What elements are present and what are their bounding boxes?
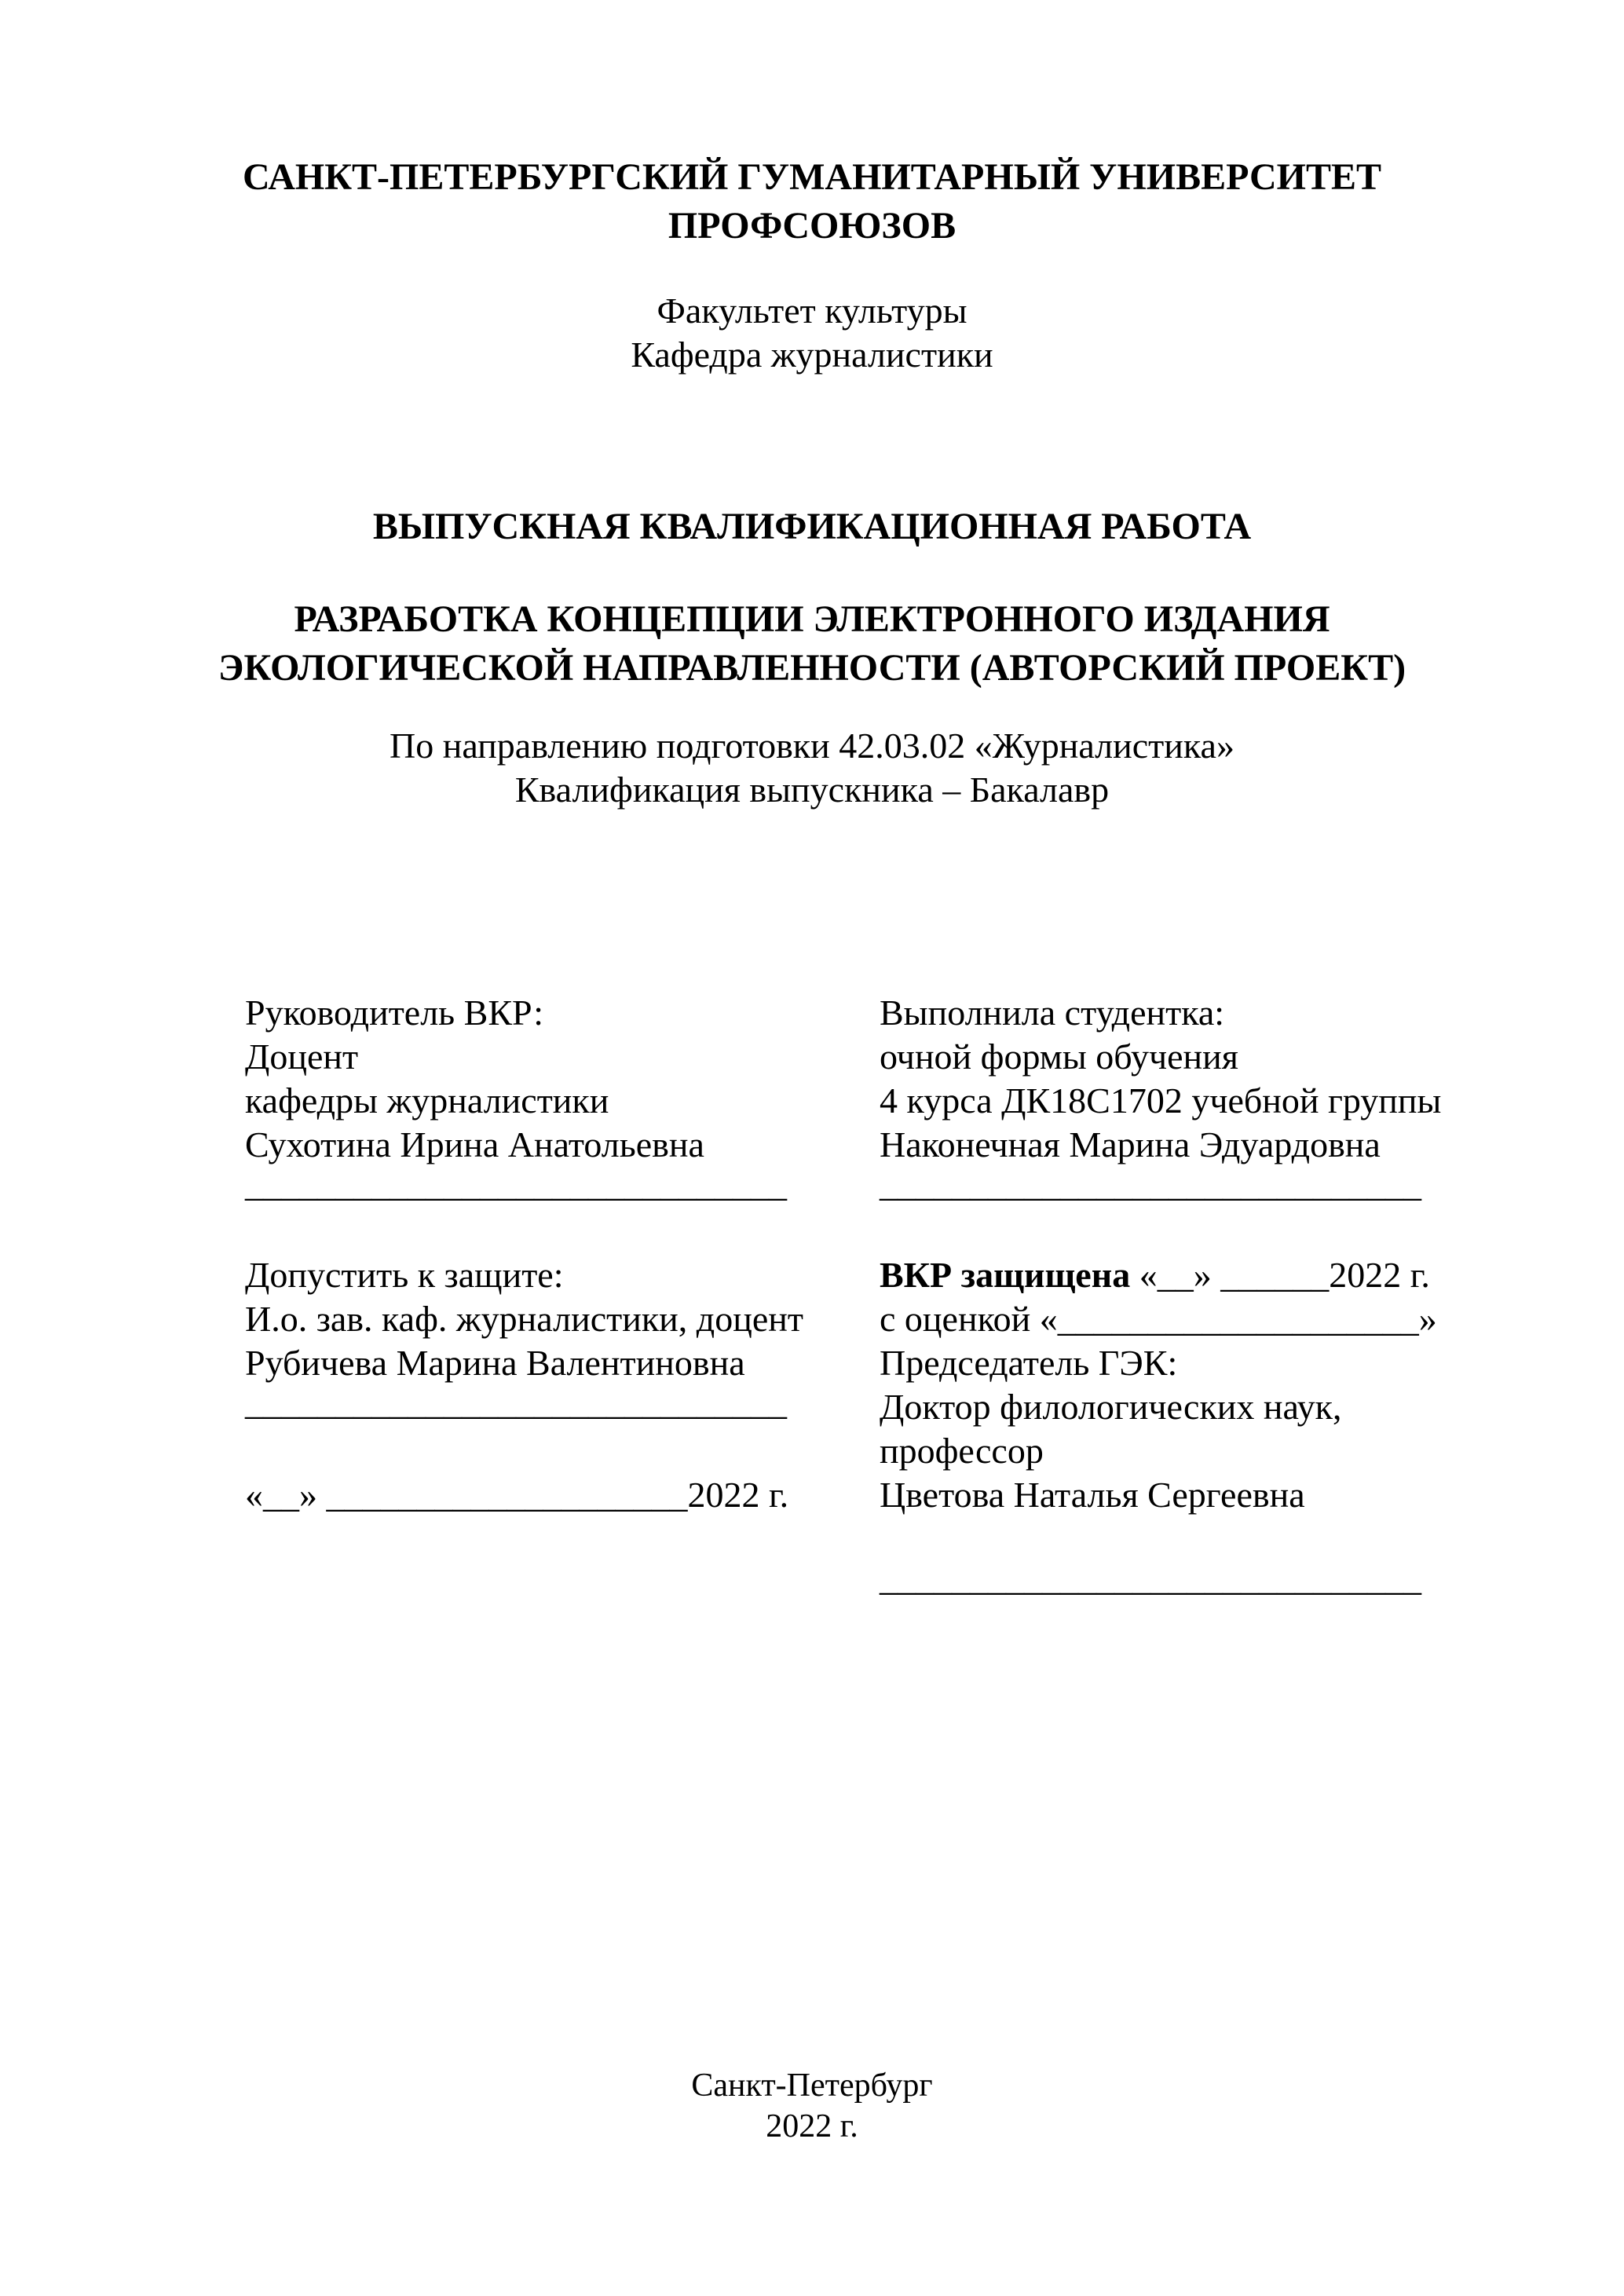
gek-chair-degree: Доктор филологических наук, <box>880 1387 1342 1427</box>
admission-block <box>245 1253 865 1528</box>
footer-block <box>0 2065 1624 2147</box>
department-name: Кафедра журналистики <box>631 335 993 375</box>
supervisor-heading: Руководитель ВКР: <box>245 993 544 1033</box>
student-study-form: очной формы обучения <box>880 1036 1238 1077</box>
student-block <box>880 991 1586 1227</box>
work-type <box>0 503 1624 551</box>
thesis-topic-line-2: ЭКОЛОГИЧЕСКОЙ НАПРАВЛЕННОСТИ (АВТОРСКИЙ ПРОЕКТ) <box>218 647 1406 689</box>
gek-chair-title: профессор <box>880 1431 1044 1471</box>
supervisor-department: кафедры журналистики <box>245 1080 609 1121</box>
admission-heading: Допустить к защите: <box>245 1255 564 1295</box>
footer-city: Санкт-Петербург <box>691 2067 933 2104</box>
faculty-name: Факультет культуры <box>657 291 967 331</box>
university-name <box>0 153 1624 250</box>
defense-block <box>880 1253 1586 1614</box>
footer-year: 2022 г. <box>766 2108 858 2144</box>
student-name: Наконечная Марина Эдуардовна <box>880 1124 1381 1164</box>
admission-date-line: «__» ____________________2022 г. <box>245 1475 789 1515</box>
defense-grade-line: с оценкой «____________________» <box>880 1299 1437 1339</box>
supervisor-signature-line: ______________________________ <box>245 1164 787 1204</box>
graduate-qualification: Квалификация выпускника – Бакалавр <box>514 770 1110 810</box>
faculty-block <box>0 289 1624 377</box>
supervisor-position: Доцент <box>245 1036 359 1077</box>
student-group: 4 курса ДК18С1702 учебной группы <box>880 1080 1442 1121</box>
direction-block <box>0 724 1624 812</box>
defense-heading-date: «__» ______2022 г. <box>1130 1255 1430 1295</box>
university-name-line-1: САНКТ-ПЕТЕРБУРГСКИЙ ГУМАНИТАРНЫЙ УНИВЕРСИТЕТ <box>242 156 1382 198</box>
thesis-topic <box>0 595 1624 693</box>
admission-position: И.о. зав. каф. журналистики, доцент <box>245 1299 803 1339</box>
admission-signature-line: ______________________________ <box>245 1382 787 1422</box>
defense-heading <box>880 1253 1430 1297</box>
university-name-line-2: ПРОФСОЮЗОВ <box>668 205 956 247</box>
supervisor-block <box>245 991 865 1227</box>
defense-heading-bold: ВКР защищена <box>880 1255 1131 1295</box>
thesis-topic-line-1: РАЗРАБОТКА КОНЦЕПЦИИ ЭЛЕКТРОННОГО ИЗДАНИЯ <box>294 598 1330 640</box>
student-signature-line: ______________________________ <box>880 1164 1421 1204</box>
gek-chair-name: Цветова Наталья Сергеевна <box>880 1475 1305 1515</box>
gek-chair-heading: Председатель ГЭК: <box>880 1343 1178 1383</box>
student-heading: Выполнила студентка: <box>880 993 1225 1033</box>
study-direction: По направлению подготовки 42.03.02 «Журналистика» <box>390 726 1234 766</box>
work-type-label: ВЫПУСКНАЯ КВАЛИФИКАЦИОННАЯ РАБОТА <box>372 506 1252 547</box>
supervisor-name: Сухотина Ирина Анатольевна <box>245 1124 704 1164</box>
gek-chair-signature-line: ______________________________ <box>880 1558 1421 1598</box>
admission-name: Рубичева Марина Валентиновна <box>245 1343 745 1383</box>
